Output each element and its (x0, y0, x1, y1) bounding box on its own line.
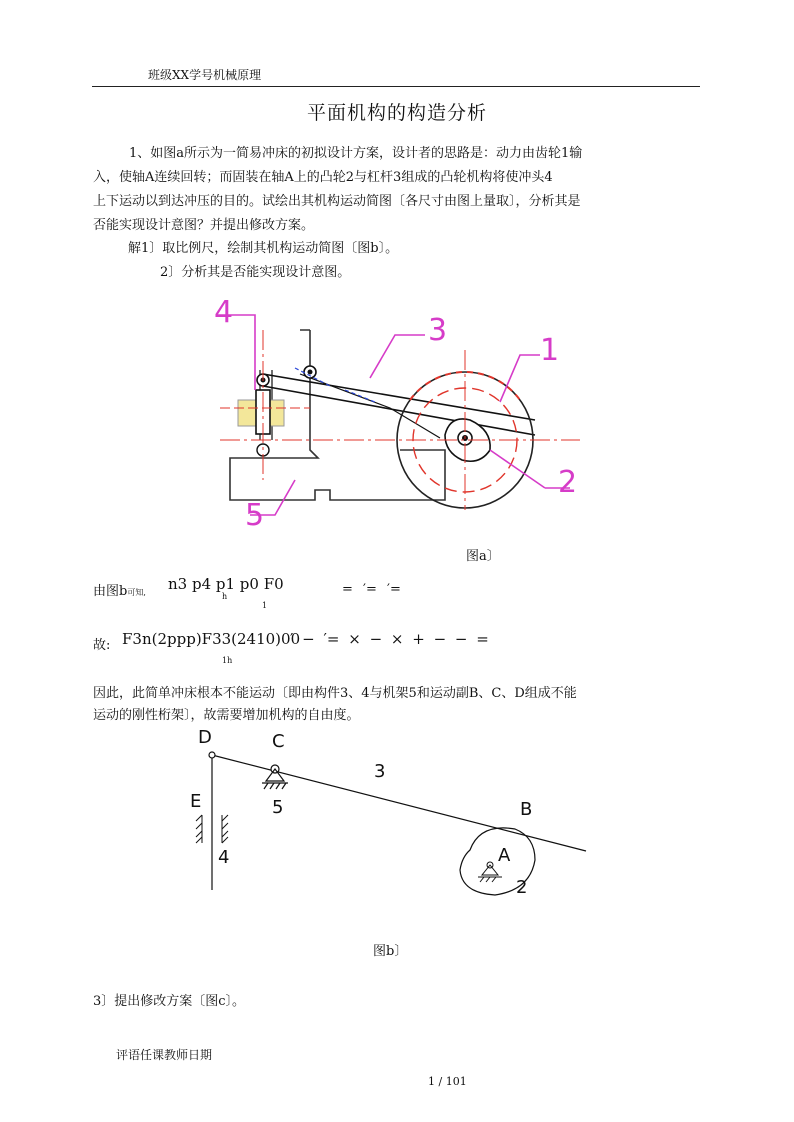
conclusion-line: 因此，此简单冲床根本不能运动〔即由构件3、4与机架5和运动副B、C、D组成不能 (93, 686, 577, 701)
formula-1-ops: = ′= ′= (342, 582, 401, 597)
figure-b-caption: 图b〕 (373, 944, 408, 959)
problem-line: 入，使轴A连续回转；而固装在轴A上的凸轮2与杠杆3组成的凸轮机构将使冲头4 (93, 170, 553, 185)
page-footer: 评语任课教师日期 (116, 1048, 213, 1062)
page-number: 1 / 101 (428, 1075, 467, 1088)
label-B: B (520, 799, 533, 820)
page-header: 班级XX学号机械原理 (148, 68, 262, 82)
label-C: C (272, 731, 285, 752)
formula-1-sub3: 1 (262, 601, 268, 610)
formula-1-sub: 可知, (127, 588, 146, 597)
figure-a-caption: 图a〕 (466, 549, 500, 564)
formula-2-sub: 1h (222, 656, 233, 665)
label-4: 4 (214, 295, 234, 330)
figure-a (200, 290, 600, 540)
solution-step-2: 2〕分析其是否能实现设计意图。 (160, 265, 351, 280)
page-title: 平面机构的构造分析 (306, 102, 487, 124)
formula-1 (93, 580, 146, 599)
label-5: 5 (245, 498, 265, 533)
label-E: E (190, 791, 202, 812)
problem-line: 1、如图a所示为一简易冲床的初拟设计方案，设计者的思路是：动力由齿轮1输 (129, 146, 583, 161)
formula-1-main: n3 p4 p1 p0 F0 (168, 575, 284, 593)
label-2: 2 (558, 465, 578, 500)
label-3: 3 (428, 313, 448, 348)
joint-D (209, 752, 215, 758)
solution-step-1: 解1〕取比例尺，绘制其机构运动简图〔图b〕。 (128, 241, 399, 256)
label-2: 2 (516, 877, 528, 898)
formula-2-ops: ′ − ′= × − × + − − = (290, 630, 489, 648)
label-4: 4 (218, 847, 230, 868)
problem-line: 上下运动以到达冲压的目的。试绘出其机构运动简图〔各尺寸由图上量取〕，分析其是 (93, 194, 581, 209)
figure-b (180, 725, 600, 905)
formula-2-prefix: 故: (93, 638, 111, 653)
label-1: 1 (540, 333, 560, 368)
conclusion-line: 运动的刚性桁架〕，故需要增加机构的自由度。 (93, 708, 360, 723)
formula-1-sub2: h (222, 592, 228, 601)
formula-2-main: F3n(2ppp)F33(2410)00 (122, 630, 301, 648)
label-D: D (198, 727, 212, 748)
problem-statement (93, 142, 653, 238)
formula-1-prefix: 由图b (93, 584, 128, 599)
header-rule (92, 86, 700, 87)
conclusion (93, 683, 653, 727)
step-3: 3〕提出修改方案〔图c〕。 (93, 994, 246, 1009)
label-5: 5 (272, 797, 284, 818)
label-3: 3 (374, 761, 386, 782)
label-A: A (498, 845, 511, 866)
problem-line: 否能实现设计意图？并提出修改方案。 (93, 218, 315, 233)
